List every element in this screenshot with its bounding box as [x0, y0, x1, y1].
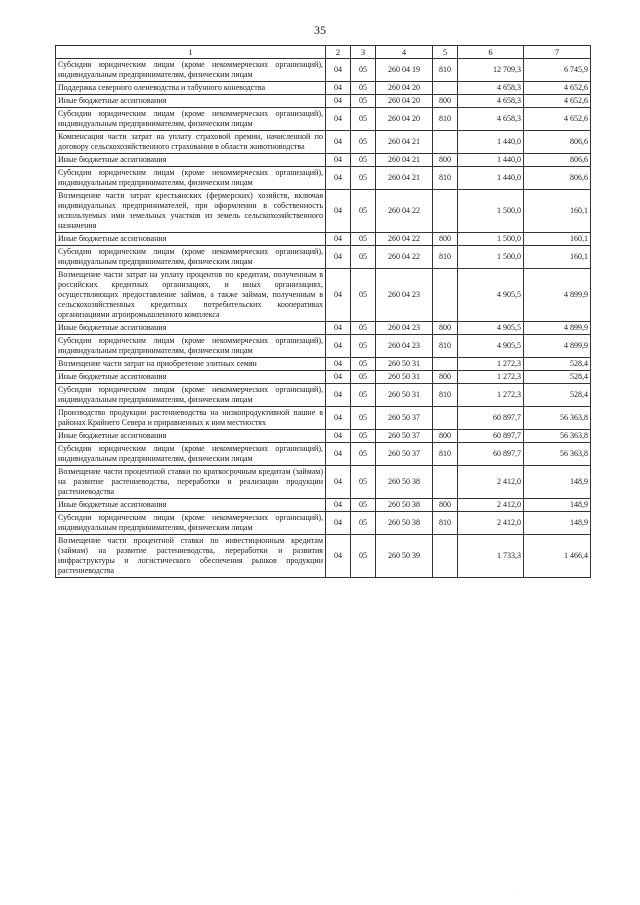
- subsection-cell: 05: [351, 335, 376, 358]
- table-row: [56, 167, 591, 190]
- row-name-cell: Иные бюджетные ассигнования: [56, 154, 326, 167]
- executed-amount-cell: 4 899,9: [524, 269, 591, 322]
- row-name-cell: Производство продукции растениеводства на низкопродуктивной пашне в районах Крайнего Севера и приравненных к ним местностях: [56, 407, 326, 430]
- target-article-cell: 260 50 38: [376, 512, 433, 535]
- expense-type-cell: [433, 131, 458, 154]
- section-cell: 04: [326, 269, 351, 322]
- target-article-cell: 260 50 38: [376, 499, 433, 512]
- planned-amount-cell: 1 272,3: [458, 371, 524, 384]
- table-row: [56, 322, 591, 335]
- executed-amount-cell: 56 363,8: [524, 407, 591, 430]
- section-cell: 04: [326, 167, 351, 190]
- subsection-cell: 05: [351, 443, 376, 466]
- row-name-cell: Иные бюджетные ассигнования: [56, 499, 326, 512]
- planned-amount-cell: 1 440,0: [458, 131, 524, 154]
- expense-type-cell: 800: [433, 154, 458, 167]
- subsection-cell: 05: [351, 167, 376, 190]
- column-header: 3: [351, 46, 376, 59]
- row-name-cell: Субсидии юридическим лицам (кроме некоммерческих организаций), индивидуальным предпринимателям, физическим лицам: [56, 59, 326, 82]
- subsection-cell: 05: [351, 131, 376, 154]
- executed-amount-cell: 806,6: [524, 167, 591, 190]
- table-row: [56, 430, 591, 443]
- section-cell: 04: [326, 154, 351, 167]
- planned-amount-cell: 60 897,7: [458, 407, 524, 430]
- row-name-cell: Субсидии юридическим лицам (кроме некоммерческих организаций), индивидуальным предпринимателям, физическим лицам: [56, 512, 326, 535]
- executed-amount-cell: 160,1: [524, 233, 591, 246]
- expense-type-cell: 800: [433, 233, 458, 246]
- executed-amount-cell: 6 745,9: [524, 59, 591, 82]
- row-name-cell: Иные бюджетные ассигнования: [56, 371, 326, 384]
- executed-amount-cell: 4 899,9: [524, 335, 591, 358]
- planned-amount-cell: 1 500,0: [458, 190, 524, 233]
- target-article-cell: 260 50 37: [376, 407, 433, 430]
- expense-type-cell: 800: [433, 499, 458, 512]
- planned-amount-cell: 60 897,7: [458, 443, 524, 466]
- table-row: [56, 108, 591, 131]
- table-row: [56, 246, 591, 269]
- expense-type-cell: 800: [433, 371, 458, 384]
- table-row: [56, 443, 591, 466]
- table-row: [56, 335, 591, 358]
- target-article-cell: 260 04 21: [376, 131, 433, 154]
- subsection-cell: 05: [351, 269, 376, 322]
- expense-type-cell: 800: [433, 95, 458, 108]
- subsection-cell: 05: [351, 233, 376, 246]
- table-row: [56, 190, 591, 233]
- expense-type-cell: 810: [433, 335, 458, 358]
- target-article-cell: 260 04 21: [376, 167, 433, 190]
- row-name-cell: Иные бюджетные ассигнования: [56, 95, 326, 108]
- expense-type-cell: [433, 407, 458, 430]
- target-article-cell: 260 04 22: [376, 233, 433, 246]
- table-row: [56, 371, 591, 384]
- planned-amount-cell: 60 897,7: [458, 430, 524, 443]
- section-cell: 04: [326, 335, 351, 358]
- target-article-cell: 260 04 20: [376, 108, 433, 131]
- section-cell: 04: [326, 233, 351, 246]
- planned-amount-cell: 1 440,0: [458, 154, 524, 167]
- section-cell: 04: [326, 371, 351, 384]
- planned-amount-cell: 4 658,3: [458, 82, 524, 95]
- subsection-cell: 05: [351, 154, 376, 167]
- planned-amount-cell: 4 658,3: [458, 108, 524, 131]
- planned-amount-cell: 2 412,0: [458, 512, 524, 535]
- planned-amount-cell: 2 412,0: [458, 466, 524, 499]
- section-cell: 04: [326, 407, 351, 430]
- planned-amount-cell: 1 733,3: [458, 535, 524, 578]
- column-header: 4: [376, 46, 433, 59]
- executed-amount-cell: 528,4: [524, 358, 591, 371]
- subsection-cell: 05: [351, 190, 376, 233]
- row-name-cell: Субсидии юридическим лицам (кроме некоммерческих организаций), индивидуальным предпринимателям, физическим лицам: [56, 167, 326, 190]
- table-header-row: [56, 46, 591, 59]
- table-row: [56, 95, 591, 108]
- expense-type-cell: 810: [433, 167, 458, 190]
- executed-amount-cell: 528,4: [524, 371, 591, 384]
- budget-table: [55, 45, 591, 578]
- expense-type-cell: 800: [433, 322, 458, 335]
- table-row: [56, 384, 591, 407]
- subsection-cell: 05: [351, 95, 376, 108]
- table-row: [56, 233, 591, 246]
- executed-amount-cell: 160,1: [524, 190, 591, 233]
- row-name-cell: Возмещение части затрат на уплату процентов по кредитам, полученным в российских кредитных организациях, и иных организациях, осуществляющих предоставление займов, а также займам, полученным в сельскохозяйственных кредитных потребительских кооперативах организациями агропромышленного комплекса: [56, 269, 326, 322]
- target-article-cell: 260 04 23: [376, 335, 433, 358]
- column-header: 2: [326, 46, 351, 59]
- target-article-cell: 260 50 31: [376, 358, 433, 371]
- target-article-cell: 260 04 20: [376, 82, 433, 95]
- table-row: [56, 512, 591, 535]
- expense-type-cell: 800: [433, 430, 458, 443]
- planned-amount-cell: 4 905,5: [458, 335, 524, 358]
- table-row: [56, 131, 591, 154]
- expense-type-cell: 810: [433, 512, 458, 535]
- section-cell: 04: [326, 466, 351, 499]
- column-header: 7: [524, 46, 591, 59]
- row-name-cell: Возмещение части затрат на приобретение элитных семян: [56, 358, 326, 371]
- expense-type-cell: 810: [433, 59, 458, 82]
- executed-amount-cell: 148,9: [524, 499, 591, 512]
- target-article-cell: 260 50 37: [376, 443, 433, 466]
- section-cell: 04: [326, 499, 351, 512]
- section-cell: 04: [326, 322, 351, 335]
- subsection-cell: 05: [351, 407, 376, 430]
- section-cell: 04: [326, 246, 351, 269]
- expense-type-cell: [433, 82, 458, 95]
- subsection-cell: 05: [351, 108, 376, 131]
- subsection-cell: 05: [351, 246, 376, 269]
- column-header: 5: [433, 46, 458, 59]
- table-row: [56, 535, 591, 578]
- row-name-cell: Субсидии юридическим лицам (кроме некоммерческих организаций), индивидуальным предпринимателям, физическим лицам: [56, 335, 326, 358]
- section-cell: 04: [326, 108, 351, 131]
- table-row: [56, 82, 591, 95]
- section-cell: 04: [326, 512, 351, 535]
- row-name-cell: Возмещение части процентной ставки по инвестиционным кредитам (займам) на развитие растениеводства, переработки и развития инфраструктуры и логистического обеспечения рынков продукции растениеводства: [56, 535, 326, 578]
- subsection-cell: 05: [351, 384, 376, 407]
- planned-amount-cell: 1 500,0: [458, 233, 524, 246]
- target-article-cell: 260 50 39: [376, 535, 433, 578]
- executed-amount-cell: 4 652,6: [524, 108, 591, 131]
- expense-type-cell: 810: [433, 246, 458, 269]
- table-row: [56, 154, 591, 167]
- row-name-cell: Субсидии юридическим лицам (кроме некоммерческих организаций), индивидуальным предпринимателям, физическим лицам: [56, 246, 326, 269]
- planned-amount-cell: 12 709,3: [458, 59, 524, 82]
- row-name-cell: Поддержка северного оленеводства и табунного коневодства: [56, 82, 326, 95]
- column-header: 6: [458, 46, 524, 59]
- expense-type-cell: 810: [433, 108, 458, 131]
- subsection-cell: 05: [351, 535, 376, 578]
- page-number: 35: [314, 23, 326, 37]
- executed-amount-cell: 806,6: [524, 131, 591, 154]
- section-cell: 04: [326, 82, 351, 95]
- section-cell: 04: [326, 59, 351, 82]
- section-cell: 04: [326, 190, 351, 233]
- row-name-cell: Иные бюджетные ассигнования: [56, 430, 326, 443]
- table-row: [56, 269, 591, 322]
- row-name-cell: Иные бюджетные ассигнования: [56, 233, 326, 246]
- row-name-cell: Субсидии юридическим лицам (кроме некоммерческих организаций), индивидуальным предпринимателям, физическим лицам: [56, 384, 326, 407]
- row-name-cell: Возмещение части процентной ставки по краткосрочным кредитам (займам) на развитие растениеводства, переработки и реализации продукции растениеводства: [56, 466, 326, 499]
- subsection-cell: 05: [351, 430, 376, 443]
- expense-type-cell: [433, 190, 458, 233]
- expense-type-cell: [433, 269, 458, 322]
- row-name-cell: Иные бюджетные ассигнования: [56, 322, 326, 335]
- executed-amount-cell: 4 899,9: [524, 322, 591, 335]
- subsection-cell: 05: [351, 82, 376, 95]
- table-row: [56, 466, 591, 499]
- subsection-cell: 05: [351, 499, 376, 512]
- section-cell: 04: [326, 535, 351, 578]
- subsection-cell: 05: [351, 59, 376, 82]
- executed-amount-cell: 1 466,4: [524, 535, 591, 578]
- executed-amount-cell: 4 652,6: [524, 82, 591, 95]
- expense-type-cell: [433, 358, 458, 371]
- subsection-cell: 05: [351, 322, 376, 335]
- section-cell: 04: [326, 95, 351, 108]
- planned-amount-cell: 4 905,5: [458, 322, 524, 335]
- executed-amount-cell: 56 363,8: [524, 443, 591, 466]
- row-name-cell: Возмещение части затрат крестьянских (фермерских) хозяйств, включая индивидуальных предпринимателей, при оформлении в собственность используемых ими земельных участков из земель сельскохозяйственного назначения: [56, 190, 326, 233]
- target-article-cell: 260 04 19: [376, 59, 433, 82]
- subsection-cell: 05: [351, 512, 376, 535]
- table-row: [56, 407, 591, 430]
- planned-amount-cell: 4 905,5: [458, 269, 524, 322]
- executed-amount-cell: 56 363,8: [524, 430, 591, 443]
- section-cell: 04: [326, 443, 351, 466]
- row-name-cell: Компенсация части затрат на уплату страховой премии, начисленной по договору сельскохозяйственного страхования в области животноводства: [56, 131, 326, 154]
- target-article-cell: 260 04 23: [376, 269, 433, 322]
- expense-type-cell: [433, 535, 458, 578]
- table-row: [56, 59, 591, 82]
- subsection-cell: 05: [351, 371, 376, 384]
- target-article-cell: 260 50 31: [376, 371, 433, 384]
- target-article-cell: 260 50 31: [376, 384, 433, 407]
- planned-amount-cell: 1 272,3: [458, 358, 524, 371]
- section-cell: 04: [326, 358, 351, 371]
- target-article-cell: 260 50 37: [376, 430, 433, 443]
- subsection-cell: 05: [351, 466, 376, 499]
- target-article-cell: 260 04 20: [376, 95, 433, 108]
- subsection-cell: 05: [351, 358, 376, 371]
- planned-amount-cell: 1 272,3: [458, 384, 524, 407]
- planned-amount-cell: 4 658,3: [458, 95, 524, 108]
- target-article-cell: 260 04 21: [376, 154, 433, 167]
- row-name-cell: Субсидии юридическим лицам (кроме некоммерческих организаций), индивидуальным предпринимателям, физическим лицам: [56, 443, 326, 466]
- executed-amount-cell: 148,9: [524, 512, 591, 535]
- section-cell: 04: [326, 384, 351, 407]
- section-cell: 04: [326, 430, 351, 443]
- executed-amount-cell: 160,1: [524, 246, 591, 269]
- planned-amount-cell: 1 440,0: [458, 167, 524, 190]
- executed-amount-cell: 4 652,6: [524, 95, 591, 108]
- executed-amount-cell: 528,4: [524, 384, 591, 407]
- target-article-cell: 260 04 22: [376, 190, 433, 233]
- section-cell: 04: [326, 131, 351, 154]
- executed-amount-cell: 806,6: [524, 154, 591, 167]
- expense-type-cell: [433, 466, 458, 499]
- executed-amount-cell: 148,9: [524, 466, 591, 499]
- column-header: 1: [56, 46, 326, 59]
- target-article-cell: 260 50 38: [376, 466, 433, 499]
- planned-amount-cell: 1 500,0: [458, 246, 524, 269]
- target-article-cell: 260 04 22: [376, 246, 433, 269]
- table-row: [56, 499, 591, 512]
- expense-type-cell: 810: [433, 384, 458, 407]
- table-row: [56, 358, 591, 371]
- planned-amount-cell: 2 412,0: [458, 499, 524, 512]
- target-article-cell: 260 04 23: [376, 322, 433, 335]
- expense-type-cell: 810: [433, 443, 458, 466]
- row-name-cell: Субсидии юридическим лицам (кроме некоммерческих организаций), индивидуальным предпринимателям, физическим лицам: [56, 108, 326, 131]
- scan-mark: ·: [517, 886, 519, 892]
